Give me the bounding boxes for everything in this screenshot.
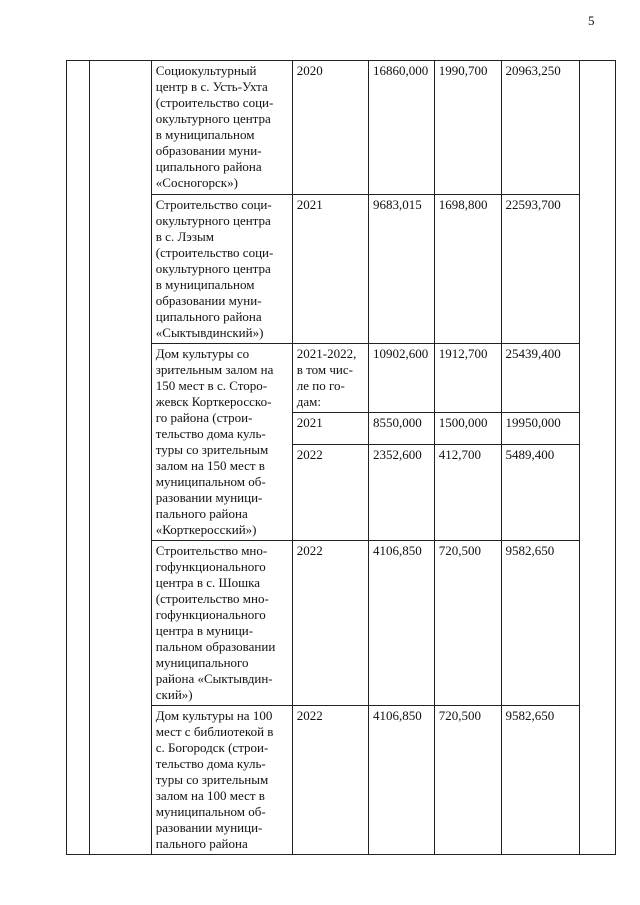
value-cell: 1698,800 <box>434 195 501 344</box>
object-description: Дом культуры со зрительным залом на 150 мест в с. Сторо- жевск Корткеросско- го района (строи- тельство дома куль- туры со зрительным залом на 150 мест в муниципальном об- разовании муници- пального района «Корткеросский») <box>151 344 292 541</box>
blank-cell <box>579 61 615 855</box>
value-cell: 19950,000 <box>501 413 579 445</box>
value-cell: 16860,000 <box>369 61 435 195</box>
year-cell: 2021 <box>292 413 368 445</box>
budget-table <box>66 60 616 855</box>
value-cell: 20963,250 <box>501 61 579 195</box>
object-description: Социокультурный центр в с. Усть-Ухта (строительство соци- окультурного центра в муниципальном образовании муни- ципального района «Сосногорск») <box>151 61 292 195</box>
value-cell: 720,500 <box>434 706 501 855</box>
blank-cell <box>90 61 151 855</box>
value-cell: 9683,015 <box>369 195 435 344</box>
table-row <box>67 61 616 195</box>
value-cell: 2352,600 <box>369 445 435 541</box>
year-cell: 2021 <box>292 195 368 344</box>
value-cell: 1912,700 <box>434 344 501 413</box>
value-cell: 720,500 <box>434 541 501 706</box>
value-cell: 4106,850 <box>369 706 435 855</box>
value-cell: 9582,650 <box>501 706 579 855</box>
year-cell: 2021-2022, в том чис- ле по го- дам: <box>292 344 368 413</box>
value-cell: 9582,650 <box>501 541 579 706</box>
object-description: Строительство мно- гофункционального центра в с. Шошка (строительство мно- гофункционального центра в муници- пальном образовании муниципального района «Сыктывдин- ский») <box>151 541 292 706</box>
year-cell: 2020 <box>292 61 368 195</box>
year-cell: 2022 <box>292 541 368 706</box>
value-cell: 5489,400 <box>501 445 579 541</box>
year-cell: 2022 <box>292 706 368 855</box>
value-cell: 8550,000 <box>369 413 435 445</box>
value-cell: 1500,000 <box>434 413 501 445</box>
value-cell: 4106,850 <box>369 541 435 706</box>
blank-cell <box>67 61 90 855</box>
value-cell: 412,700 <box>434 445 501 541</box>
object-description: Дом культуры на 100 мест с библиотекой в с. Богородск (строи- тельство дома куль- туры со зрительным залом на 100 мест в муниципальном об- разовании муници- пального района <box>151 706 292 855</box>
page-number: 5 <box>588 13 595 28</box>
value-cell: 1990,700 <box>434 61 501 195</box>
object-description: Строительство соци- окультурного центра в с. Лэзым (строительство соци- окультурного центра в муниципальном образовании муни- ципального района «Сыктывдинский») <box>151 195 292 344</box>
value-cell: 22593,700 <box>501 195 579 344</box>
value-cell: 10902,600 <box>369 344 435 413</box>
value-cell: 25439,400 <box>501 344 579 413</box>
year-cell: 2022 <box>292 445 368 541</box>
